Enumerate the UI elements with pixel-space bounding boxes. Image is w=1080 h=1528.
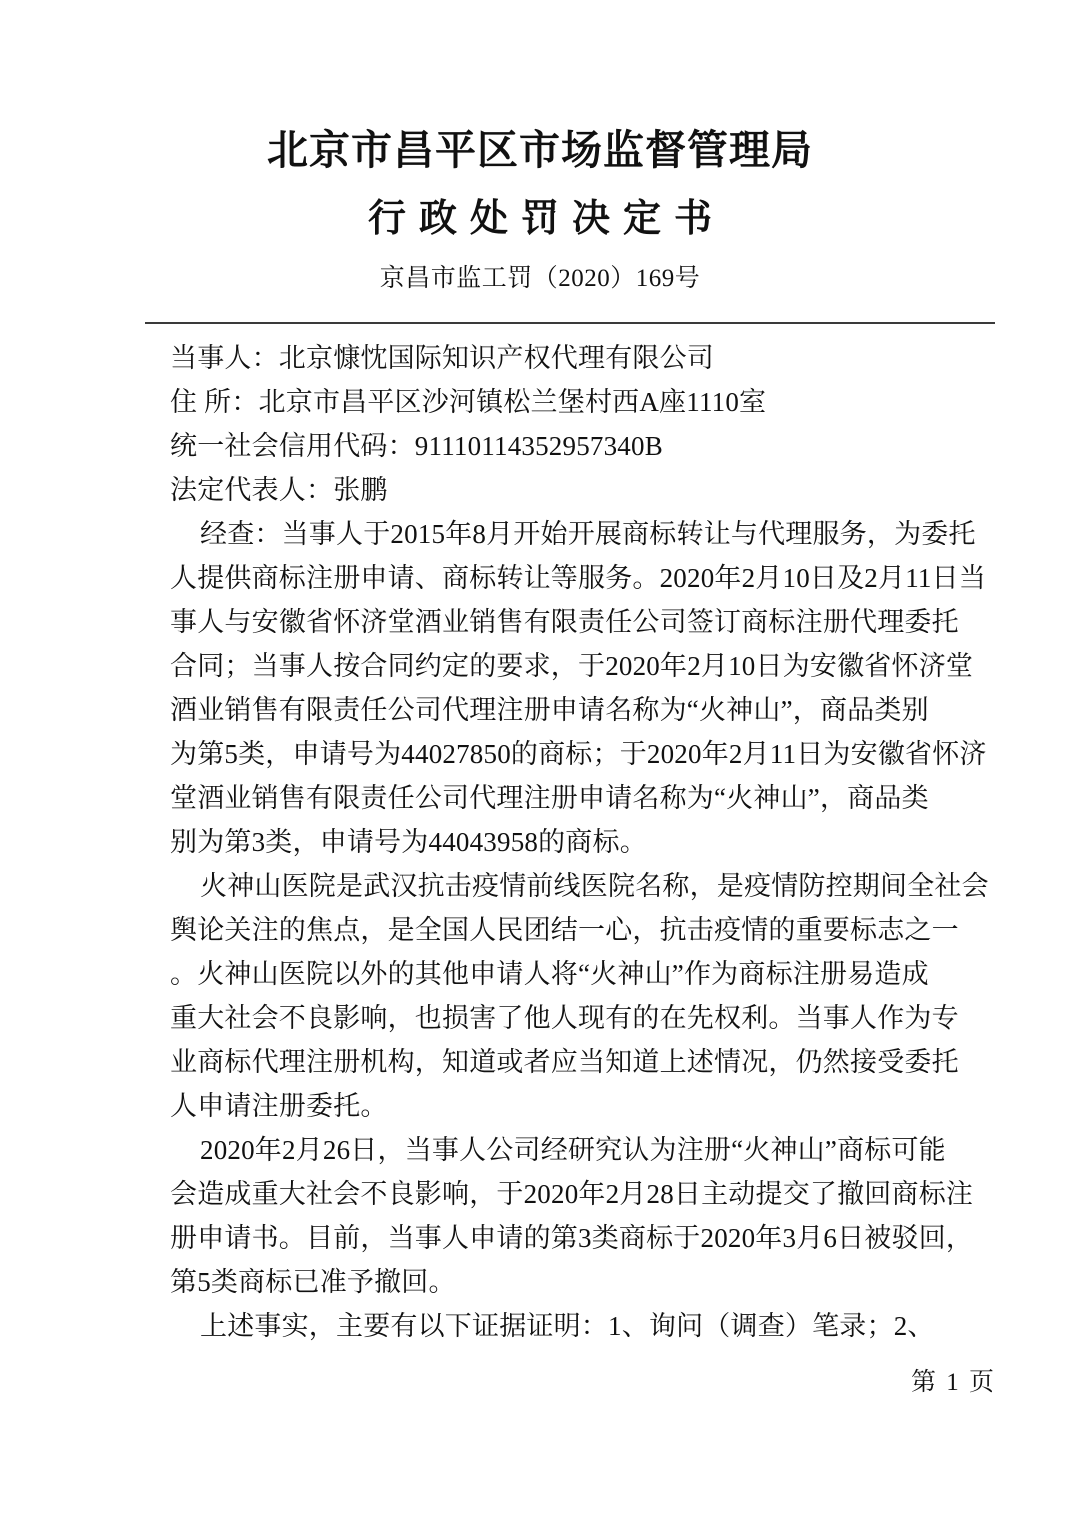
paragraph-line: 为第5类，申请号为44027850的商标；于2020年2月11日为安徽省怀济 — [170, 739, 987, 769]
paragraph-line: 酒业销售有限责任公司代理注册申请名称为“火神山”，商品类别 — [170, 695, 929, 725]
party-name-line: 当事人：北京慷忱国际知识产权代理有限公司 — [170, 343, 714, 373]
paragraph-public-interest-analysis — [170, 864, 996, 1128]
paragraph-line: 舆论关注的焦点，是全国人民团结一心，抗击疫情的重要标志之一 — [170, 915, 959, 945]
document-header — [0, 0, 1080, 294]
paragraph-line: 会造成重大社会不良影响，于2020年2月28日主动提交了撤回商标注 — [170, 1179, 974, 1209]
paragraph-line: 第5类商标已准予撤回。 — [170, 1267, 456, 1297]
paragraph-line: 业商标代理注册机构，知道或者应当知道上述情况，仍然接受委托 — [170, 1047, 959, 1077]
party-credit-code-line: 统一社会信用代码：91110114352957340B — [170, 431, 663, 461]
document-footer — [0, 1362, 1080, 1398]
header-divider-rule — [145, 322, 995, 324]
paragraph-withdrawal-status — [170, 1128, 996, 1304]
page-number: 第 1 页 — [910, 1369, 996, 1396]
paragraph-line: 经查：当事人于2015年8月开始开展商标转让与代理服务，为委托 — [200, 519, 976, 549]
paragraph-line: 人申请注册委托。 — [170, 1091, 388, 1121]
paragraph-line: 册申请书。目前，当事人申请的第3类商标于2020年3月6日被驳回， — [170, 1223, 974, 1253]
paragraph-line: 堂酒业销售有限责任公司代理注册申请名称为“火神山”，商品类 — [170, 783, 929, 813]
paragraph-line: 合同；当事人按合同约定的要求，于2020年2月10日为安徽省怀济堂 — [170, 651, 974, 681]
document-number: 京昌市监工罚（2020）169号 — [379, 264, 701, 292]
paragraph-line: 2020年2月26日，当事人公司经研究认为注册“火神山”商标可能 — [200, 1135, 946, 1165]
paragraph-evidence-list — [170, 1304, 996, 1348]
document-body — [170, 336, 996, 1348]
paragraph-line: 火神山医院是武汉抗击疫情前线医院名称，是疫情防控期间全社会 — [200, 871, 989, 901]
document-type-title: 行政处罚决定书 — [367, 198, 725, 241]
paragraph-line: 事人与安徽省怀济堂酒业销售有限责任公司签订商标注册代理委托 — [170, 607, 959, 637]
party-address-line: 住 所：北京市昌平区沙河镇松兰堡村西A座1110室 — [170, 387, 767, 417]
paragraph-line: 重大社会不良影响，也损害了他人现有的在先权利。当事人作为专 — [170, 1003, 959, 1033]
paragraph-line: 别为第3类，申请号为44043958的商标。 — [170, 827, 647, 857]
party-legal-representative-line: 法定代表人：张鹏 — [170, 475, 388, 505]
paragraph-line: 人提供商标注册申请、商标转让等服务。2020年2月10日及2月11日当 — [170, 563, 986, 593]
paragraph-investigation-findings — [170, 512, 996, 864]
issuing-authority-title: 北京市昌平区市场监督管理局 — [267, 127, 813, 173]
paragraph-line: 。火神山医院以外的其他申请人将“火神山”作为商标注册易造成 — [170, 959, 929, 989]
paragraph-line: 上述事实，主要有以下证据证明：1、询问（调查）笔录；2、 — [200, 1311, 935, 1341]
